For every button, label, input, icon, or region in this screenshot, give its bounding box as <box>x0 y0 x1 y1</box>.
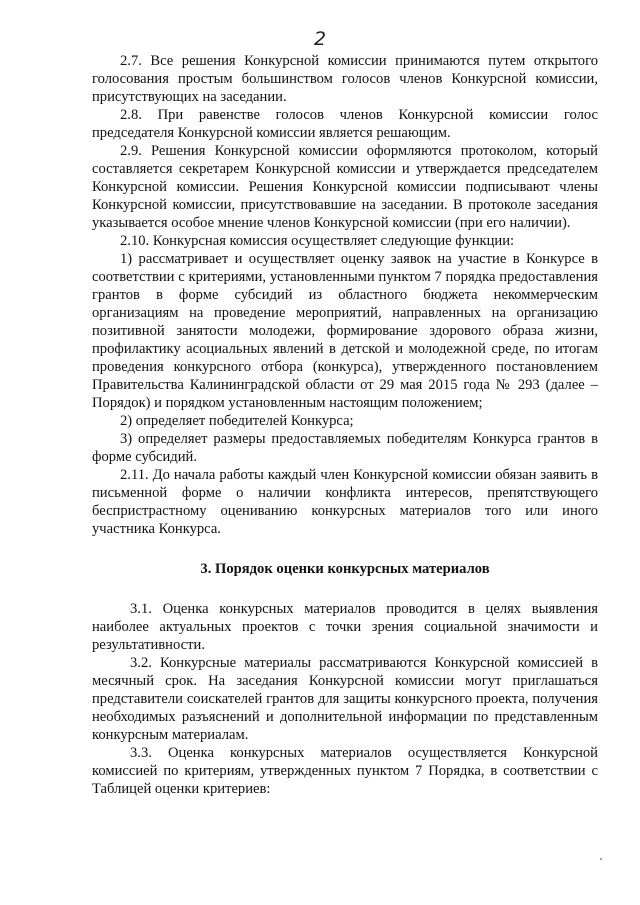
page-number: 2 <box>313 28 327 50</box>
list-item-2: 2) определяет победителей Конкурса; <box>120 413 354 429</box>
section-heading: 3. Порядок оценки конкурсных материалов <box>200 561 490 577</box>
paragraph-3-3: 3.3. Оценка конкурсных материалов осуществляется Конкурсной комиссией по критериям, утвержденных пунктом 7 Порядка, в соответствии с Таблицей оценки критериев: <box>92 745 598 797</box>
paragraph-2-9: 2.9. Решения Конкурсной комиссии оформляются протоколом, который составляется секретарем Конкурсной комиссии и утверждается председателем Конкурсной комиссии. Решения Конкурсной комиссии подписывают члены Конкурсной комиссии, присутствовавшие на заседании. В протоколе заседания указывается особое мнение членов Конкурсной комиссии (при его наличии). <box>92 143 598 231</box>
list-item-1: 1) рассматривает и осуществляет оценку заявок на участие в Конкурсе в соответствии с критериями, установленными пунктом 7 порядка предоставления грантов в форме субсидий из областного бюджета некоммерческим организациям на проведение мероприятий, направленных на организацию позитивной занятости молодежи, формирование здорового образа жизни, профилактику асоциальных явлений в детской и молодежной среде, по итогам проведения конкурсного отбора (конкурса), утвержденного постановлением Правительства Калининградской области от 29 мая 2015 года № 293 (далее – Порядок) и порядком установленным настоящим положением; <box>92 251 598 411</box>
paragraph-3-1: 3.1. Оценка конкурсных материалов проводится в целях выявления наиболее актуальных проектов с точки зрения социальной значимости и результативности. <box>92 601 598 653</box>
paragraph-2-8: 2.8. При равенстве голосов членов Конкурсной комиссии голос председателя Конкурсной комиссии является решающим. <box>92 107 598 141</box>
paragraph-2-11: 2.11. До начала работы каждый член Конкурсной комиссии обязан заявить в письменной форме о наличии конфликта интересов, препятствующего беспристрастному оцениванию конкурсных материалов того или иного участника Конкурса. <box>92 467 598 537</box>
list-item-3: 3) определяет размеры предоставляемых победителям Конкурса грантов в форме субсидий. <box>92 431 598 465</box>
paragraph-3-2: 3.2. Конкурсные материалы рассматриваются Конкурсной комиссией в месячный срок. На заседания Конкурсной комиссии могут приглашаться представители соискателей грантов для защиты конкурсного проекта, получения необходимых разъяснений и дополнительной информации по представленным конкурсным материалам. <box>92 655 598 743</box>
document-body <box>92 52 598 798</box>
scan-speck <box>600 858 602 860</box>
paragraph-2-10: 2.10. Конкурсная комиссия осуществляет следующие функции: <box>120 233 515 249</box>
paragraph-2-7: 2.7. Все решения Конкурсной комиссии принимаются путем открытого голосования простым большинством голосов членов Конкурсной комиссии, присутствующих на заседании. <box>92 53 598 105</box>
